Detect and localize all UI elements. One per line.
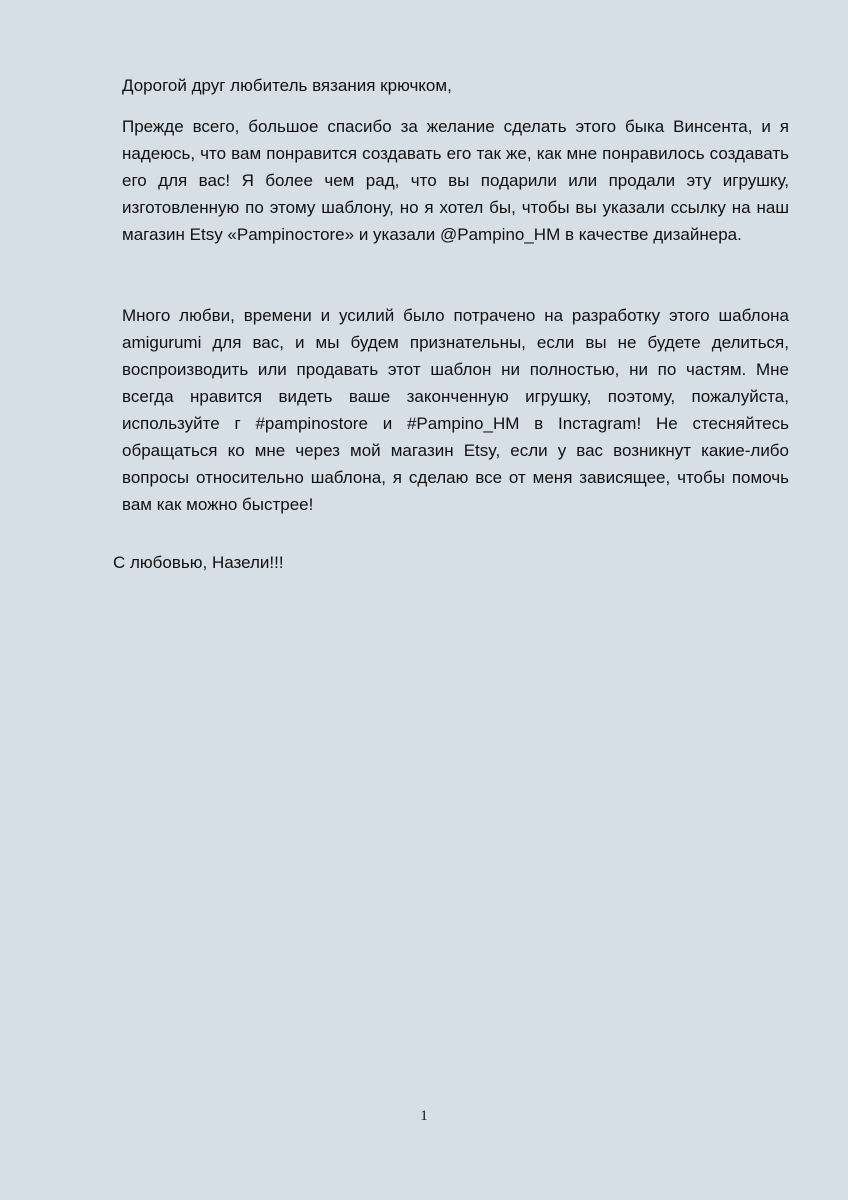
greeting-line: Дорогой друг любитель вязания крючком,: [122, 76, 452, 95]
paragraph-copyright-note: Много любви, времени и усилий было потрачено на разработку этого шаблона amigurumi для вас, и мы будем признательны, если вы не будете делиться, воспроизводить или продавать этот шаблон ни полностью, ни по частям. Мне всегда нравится видеть ваше законченную игрушку, поэтому, пожалуйста, используйте г #pampinostore и #Pampino_HM в Inстаgram! Не стесняйтесь обращаться ко мне через мой магазин Etsy, если у вас возникнут какие-либо вопросы относительно шаблона, я сделаю все от меня зависящее, чтобы помочь вам как можно быстрее!: [122, 306, 789, 514]
page-number: 1: [420, 1108, 428, 1124]
paragraph-thanks: Прежде всего, большое спасибо за желание сделать этого быка Винсента, и я надеюсь, что вам понравится создавать его так же, как мне понравилось создавать его для вас! Я более чем рад, что вы подарили или продали эту игрушку, изготовленную по этому шаблону, но я хотел бы, чтобы вы указали ссылку на наш магазин Etsy «Pampinoстоre» и указали @Pampino_HM в качестве дизайнера.: [122, 117, 789, 244]
signature-line: С любовью, Назели!!!: [113, 553, 284, 572]
